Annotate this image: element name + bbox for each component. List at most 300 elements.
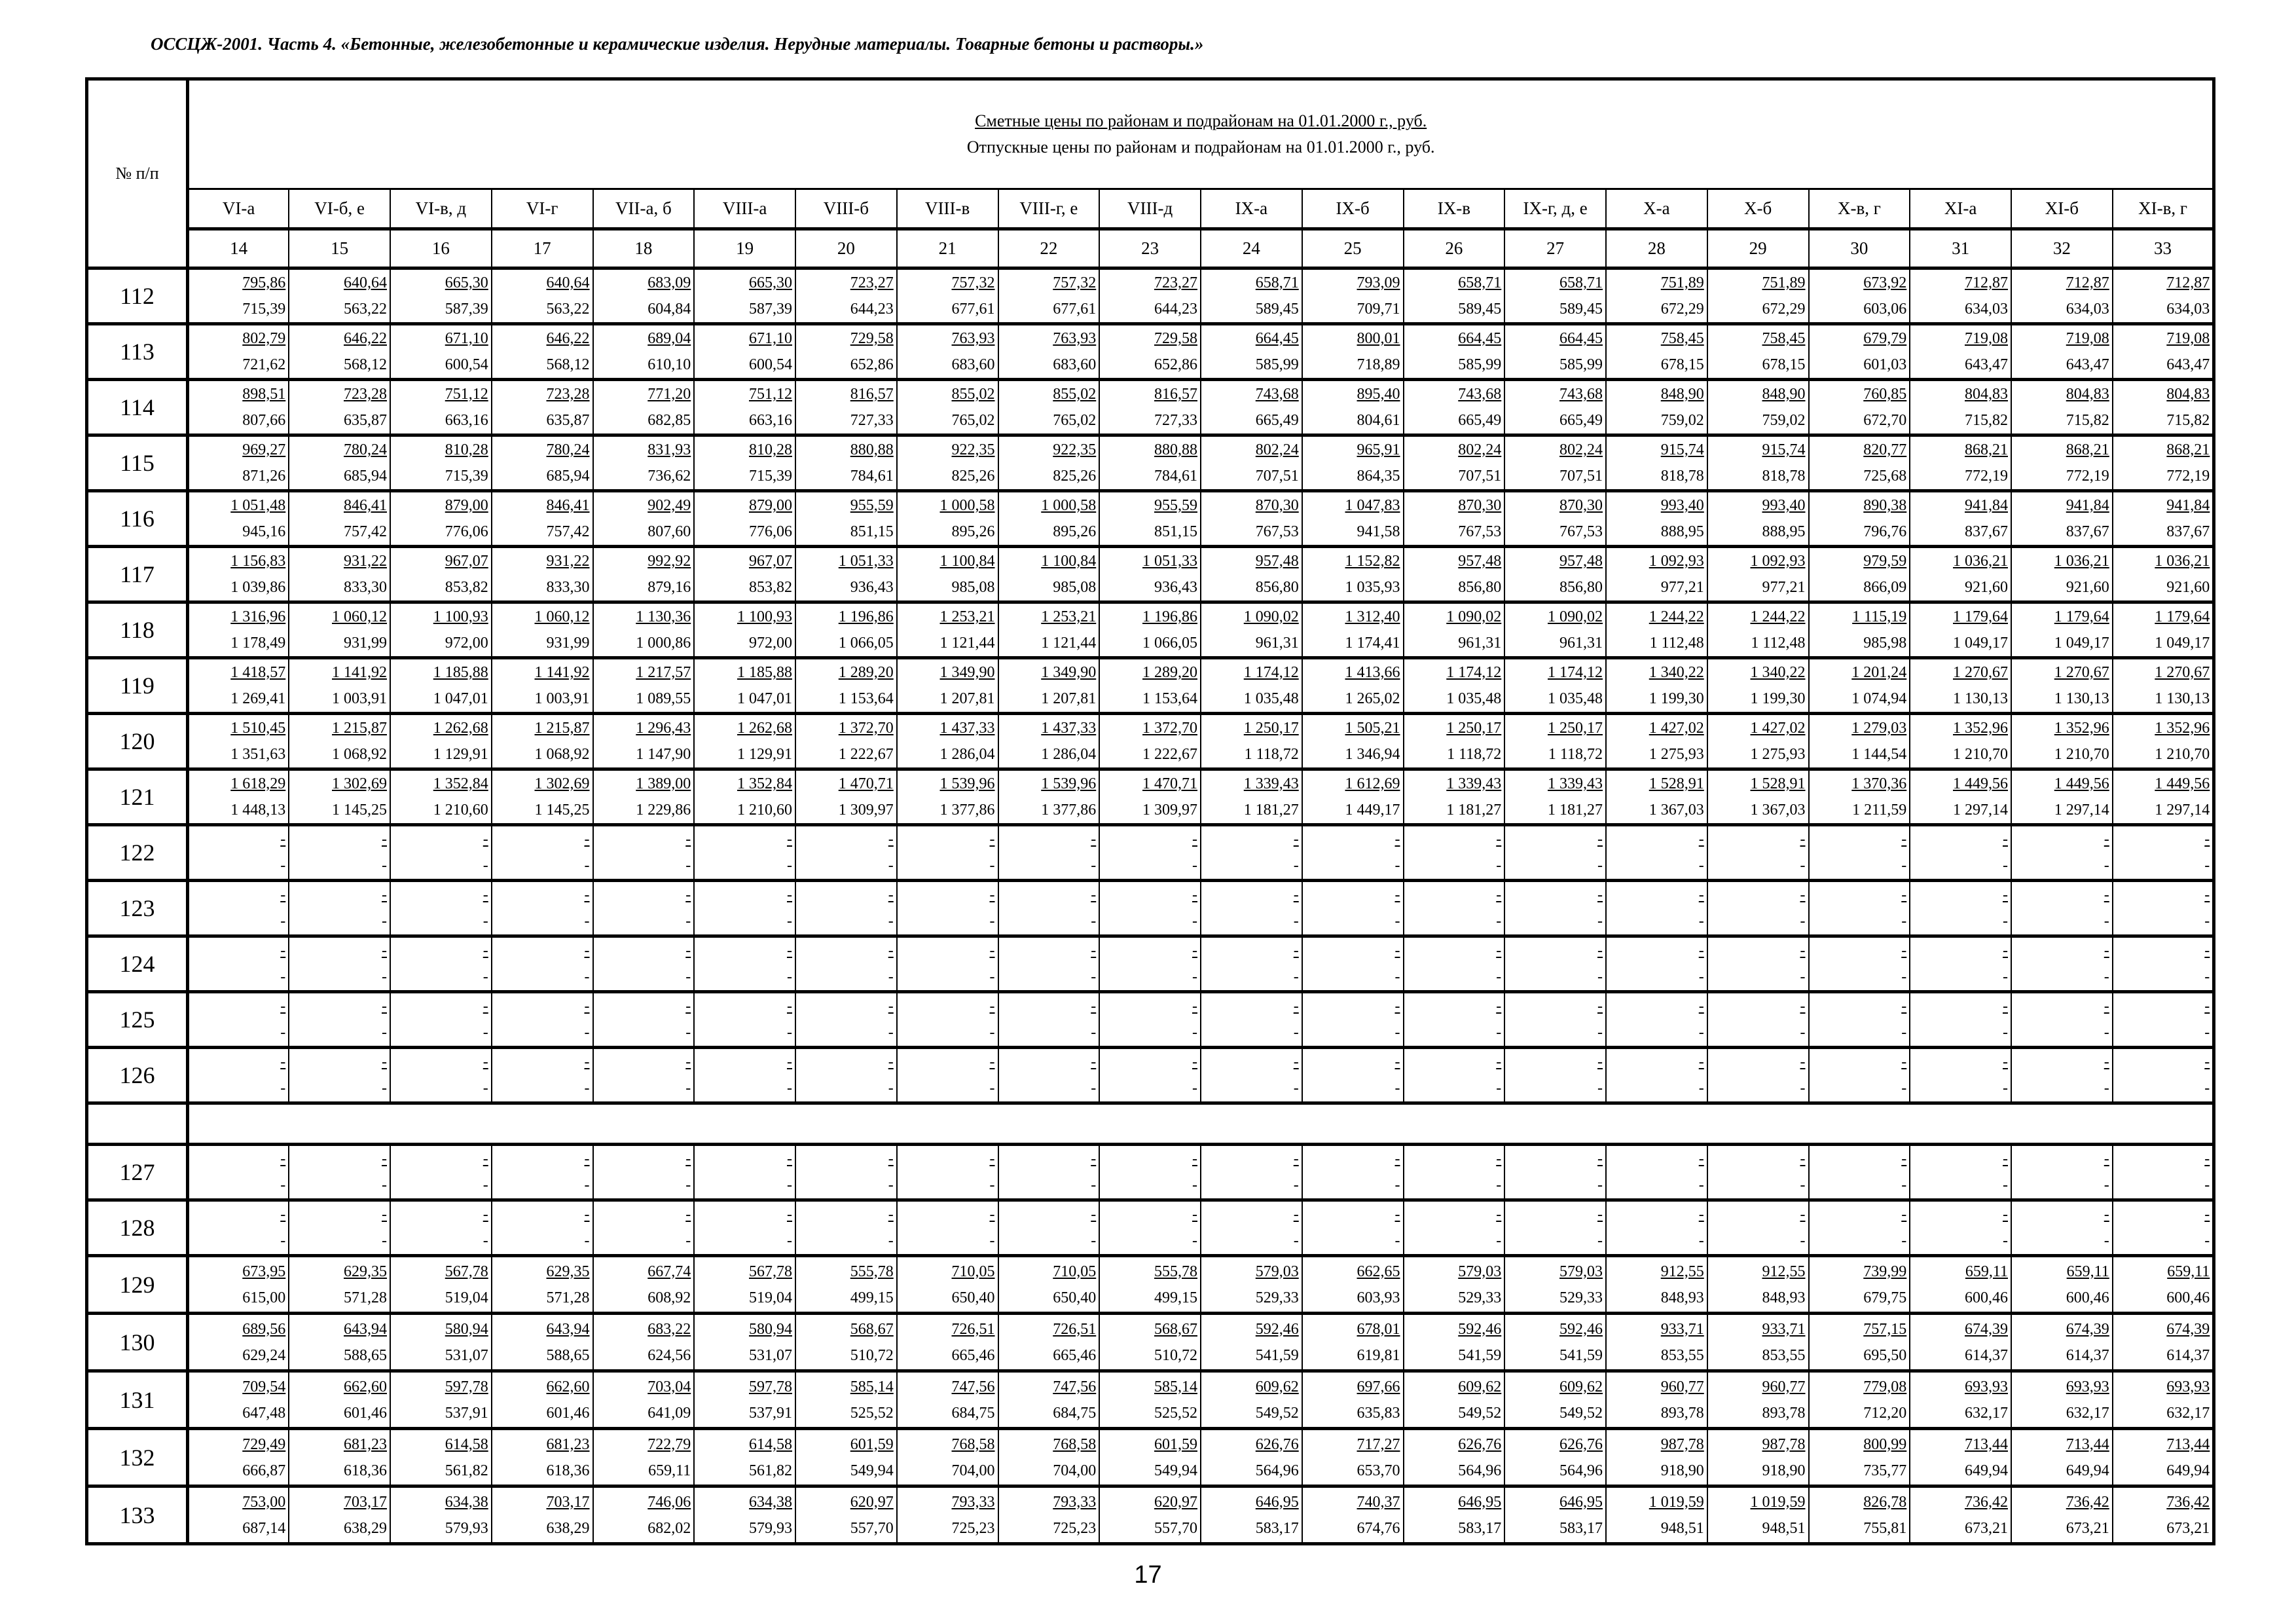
release-price: -	[1192, 1080, 1197, 1097]
estimate-price: 1 115,19	[1852, 608, 1907, 625]
estimate-price: 555,78	[1154, 1263, 1197, 1280]
estimate-price: 1 312,40	[1345, 608, 1400, 625]
estimate-price: -	[2104, 942, 2109, 959]
release-price: 549,52	[1559, 1404, 1603, 1422]
estimate-price: -	[989, 1054, 995, 1071]
table-row	[87, 547, 2214, 602]
price-cell	[998, 1256, 1100, 1314]
price-cell	[2011, 658, 2113, 714]
release-price: -	[1698, 1177, 1704, 1194]
price-cell	[1404, 602, 1505, 658]
release-price: -	[1293, 913, 1299, 930]
release-price: -	[888, 1177, 894, 1194]
release-price: -	[2003, 913, 2008, 930]
release-price: -	[685, 1177, 691, 1194]
release-price: -	[483, 1080, 488, 1097]
estimate-price: 710,05	[951, 1263, 995, 1280]
estimate-price: -	[1394, 998, 1400, 1015]
price-cell	[1404, 491, 1505, 547]
release-price: 972,00	[445, 635, 488, 652]
price-cell	[390, 714, 492, 769]
price-cell	[2011, 881, 2113, 936]
price-cell	[1606, 1256, 1707, 1314]
release-price: 695,50	[1863, 1346, 1907, 1364]
price-cell	[188, 658, 289, 714]
price-cell	[2113, 1256, 2214, 1314]
estimate-price: -	[787, 1151, 792, 1168]
estimate-price: 697,66	[1357, 1378, 1400, 1395]
price-cell	[188, 268, 289, 324]
estimate-price: 1 270,67	[2155, 664, 2210, 681]
price-cell	[998, 1371, 1100, 1429]
estimate-price: -	[483, 1151, 488, 1168]
release-price: 715,39	[749, 468, 792, 485]
price-cell	[998, 769, 1100, 825]
release-price: 977,21	[1762, 579, 1806, 596]
row-number: 118	[87, 602, 188, 658]
price-cell	[1606, 491, 1707, 547]
estimate-price: 662,65	[1357, 1263, 1400, 1280]
price-cell	[492, 1200, 593, 1256]
release-price: 499,15	[1154, 1289, 1197, 1306]
price-cell	[1707, 1200, 1809, 1256]
price-cell	[390, 435, 492, 491]
price-cell	[2011, 1145, 2113, 1200]
price-cell	[1910, 1314, 2011, 1371]
estimate-price: 987,78	[1762, 1435, 1806, 1453]
release-price: 601,03	[1863, 356, 1907, 373]
price-cell	[1404, 1145, 1505, 1200]
release-price: 1 003,91	[332, 690, 387, 707]
release-price: 679,75	[1863, 1289, 1907, 1306]
release-price: 541,59	[1559, 1346, 1603, 1364]
estimate-price: 1 152,82	[1345, 553, 1400, 570]
estimate-price: -	[685, 998, 691, 1015]
price-cell	[897, 1371, 998, 1429]
price-cell	[1707, 268, 1809, 324]
estimate-price: -	[1091, 1151, 1097, 1168]
release-price: -	[787, 1024, 792, 1041]
price-cell	[1910, 491, 2011, 547]
price-cell	[1910, 268, 2011, 324]
estimate-price: 868,21	[1965, 441, 2008, 458]
release-price: 1 178,49	[230, 635, 286, 652]
estimate-price: 1 470,71	[1142, 775, 1197, 792]
price-cell	[1099, 1145, 1201, 1200]
release-price: 635,87	[344, 412, 387, 429]
estimate-price: 1 217,57	[636, 664, 691, 681]
estimate-price: -	[1698, 1054, 1704, 1071]
price-cell	[1910, 1145, 2011, 1200]
table-row	[87, 658, 2214, 714]
estimate-price: -	[584, 942, 590, 959]
release-price: -	[1293, 1177, 1299, 1194]
release-price: -	[888, 1080, 894, 1097]
estimate-price: -	[1901, 942, 1907, 959]
estimate-price: 1 352,84	[433, 775, 488, 792]
release-price: 727,33	[1154, 412, 1197, 429]
price-cell	[289, 714, 390, 769]
estimate-price: 758,45	[1762, 330, 1806, 347]
estimate-price: 736,42	[2066, 1493, 2109, 1511]
price-cell	[897, 1429, 998, 1486]
estimate-price: 1 051,33	[1142, 553, 1197, 570]
release-price: -	[584, 1232, 590, 1249]
estimate-price: 712,87	[1965, 274, 2008, 291]
estimate-price: 1 051,33	[838, 553, 894, 570]
price-cell	[1302, 769, 1404, 825]
release-price: 1 210,70	[1953, 746, 2008, 763]
release-price: 772,19	[2066, 468, 2109, 485]
price-cell	[1404, 714, 1505, 769]
release-price: 1 066,05	[838, 635, 894, 652]
column-number: 22	[998, 229, 1100, 268]
price-cell	[390, 1048, 492, 1103]
release-price: -	[2104, 1177, 2109, 1194]
estimate-price: 723,28	[546, 386, 590, 403]
price-cell	[289, 547, 390, 602]
price-cell	[1606, 268, 1707, 324]
release-price: 721,62	[242, 356, 286, 373]
row-number-header: № п/п	[87, 79, 188, 268]
release-price: 945,16	[242, 523, 286, 540]
price-cell	[795, 769, 897, 825]
release-price: 704,00	[1053, 1462, 1097, 1479]
estimate-price: -	[1091, 887, 1097, 904]
release-price: 644,23	[850, 301, 894, 318]
estimate-price: -	[1192, 831, 1197, 848]
release-price: 529,33	[1559, 1289, 1603, 1306]
estimate-price: -	[1394, 1054, 1400, 1071]
price-cell	[1201, 1048, 1302, 1103]
estimate-price: 703,04	[647, 1378, 691, 1395]
price-cell	[795, 1371, 897, 1429]
release-price: -	[1597, 1177, 1603, 1194]
estimate-price: 915,74	[1660, 441, 1704, 458]
estimate-price: -	[1496, 1054, 1502, 1071]
release-price: -	[1698, 1232, 1704, 1249]
price-cell	[593, 936, 695, 992]
price-cell	[1504, 658, 1606, 714]
release-price: 921,60	[2066, 579, 2109, 596]
price-cell	[289, 602, 390, 658]
release-price: -	[2104, 913, 2109, 930]
price-cell	[1606, 1314, 1707, 1371]
estimate-price: 960,77	[1660, 1378, 1704, 1395]
estimate-price: 1 100,93	[737, 608, 792, 625]
price-cell	[1302, 1048, 1404, 1103]
price-cell	[1606, 435, 1707, 491]
release-price: -	[2104, 969, 2109, 986]
price-cell	[1809, 1145, 1910, 1200]
price-cell	[289, 380, 390, 435]
table-row	[87, 1145, 2214, 1200]
release-price: -	[989, 1177, 995, 1194]
table-row	[87, 1371, 2214, 1429]
release-price: 856,80	[1458, 579, 1502, 596]
price-cell	[188, 1314, 289, 1371]
estimate-price: 664,45	[1559, 330, 1603, 347]
estimate-price: 673,95	[242, 1263, 286, 1280]
price-cell	[492, 435, 593, 491]
estimate-price: 678,01	[1357, 1320, 1400, 1338]
price-cell	[1099, 658, 1201, 714]
release-price: -	[2104, 1024, 2109, 1041]
release-price: -	[1597, 1232, 1603, 1249]
price-cell	[998, 825, 1100, 881]
price-cell	[188, 1145, 289, 1200]
estimate-price: 1 262,68	[737, 720, 792, 737]
release-price: 1 047,01	[433, 690, 488, 707]
release-price: 1 130,13	[2054, 690, 2109, 707]
table-row	[87, 1429, 2214, 1486]
estimate-price: 658,71	[1458, 274, 1502, 291]
release-price: -	[483, 1177, 488, 1194]
price-cell	[1302, 1314, 1404, 1371]
price-cell	[1099, 1314, 1201, 1371]
estimate-price: 757,15	[1863, 1320, 1907, 1338]
price-cell	[289, 268, 390, 324]
estimate-price: -	[382, 1054, 387, 1071]
release-price: -	[1597, 857, 1603, 874]
release-price: 549,94	[850, 1462, 894, 1479]
release-price: -	[382, 913, 387, 930]
column-header: VII-а, б	[593, 189, 695, 229]
price-cell	[492, 602, 593, 658]
price-cell	[1404, 1429, 1505, 1486]
estimate-price: 895,40	[1357, 386, 1400, 403]
release-price: 650,40	[1053, 1289, 1097, 1306]
release-price: 1 112,48	[1751, 635, 1806, 652]
estimate-price: -	[2204, 998, 2210, 1015]
price-cell	[2011, 435, 2113, 491]
release-price: 1 210,60	[737, 802, 792, 819]
price-cell	[2011, 825, 2113, 881]
price-cell	[1707, 881, 1809, 936]
price-cell	[998, 324, 1100, 380]
estimate-price: 659,11	[1965, 1263, 2008, 1280]
price-cell	[694, 658, 795, 714]
estimate-price: -	[888, 1151, 894, 1168]
release-price: 519,04	[749, 1289, 792, 1306]
release-price: 1 346,94	[1345, 746, 1400, 763]
release-price: -	[280, 1024, 286, 1041]
estimate-price: 965,91	[1357, 441, 1400, 458]
release-price: 776,06	[445, 523, 488, 540]
price-cell	[1302, 547, 1404, 602]
column-number: 31	[1910, 229, 2011, 268]
price-cell	[1504, 825, 1606, 881]
release-price: -	[2003, 969, 2008, 986]
price-cell	[1302, 992, 1404, 1048]
estimate-price: -	[787, 942, 792, 959]
price-cell	[897, 936, 998, 992]
estimate-price: 1 060,12	[332, 608, 387, 625]
price-cell	[1809, 435, 1910, 491]
price-cell	[2011, 992, 2113, 1048]
release-price: 1 174,41	[1345, 635, 1400, 652]
price-cell	[390, 602, 492, 658]
estimate-price: -	[787, 1054, 792, 1071]
release-price: 600,46	[2166, 1289, 2210, 1306]
release-price: 614,37	[2066, 1346, 2109, 1364]
column-number: 33	[2113, 229, 2214, 268]
estimate-price: 880,88	[1154, 441, 1197, 458]
estimate-price: 1 352,96	[2054, 720, 2109, 737]
estimate-price: 1 437,33	[939, 720, 995, 737]
estimate-price: 804,83	[2166, 386, 2210, 403]
estimate-price: 693,93	[1965, 1378, 2008, 1395]
price-cell	[390, 547, 492, 602]
estimate-price: 1 201,24	[1851, 664, 1907, 681]
price-cell	[492, 658, 593, 714]
release-price: 608,92	[647, 1289, 691, 1306]
price-cell	[795, 658, 897, 714]
price-cell	[1404, 1314, 1505, 1371]
estimate-price: 810,28	[749, 441, 792, 458]
price-cell	[390, 658, 492, 714]
row-number: 115	[87, 435, 188, 491]
price-cell	[694, 435, 795, 491]
estimate-price: 592,46	[1559, 1320, 1603, 1338]
release-price: -	[584, 1080, 590, 1097]
price-cell	[492, 881, 593, 936]
release-price: -	[1901, 1024, 1907, 1041]
row-number: 112	[87, 268, 188, 324]
release-price: 1 129,91	[433, 746, 488, 763]
estimate-price: 1 449,56	[1953, 775, 2008, 792]
estimate-price: 713,44	[1965, 1435, 2008, 1453]
price-cell	[1606, 1486, 1707, 1544]
price-cell	[998, 380, 1100, 435]
release-price: -	[483, 913, 488, 930]
price-cell	[1201, 881, 1302, 936]
estimate-price: -	[1293, 831, 1299, 848]
price-cell	[2011, 936, 2113, 992]
estimate-price: 1 244,22	[1750, 608, 1806, 625]
release-price: 853,82	[749, 579, 792, 596]
price-cell	[694, 1371, 795, 1429]
estimate-price: 763,93	[1053, 330, 1097, 347]
price-cell	[1302, 658, 1404, 714]
estimate-price: -	[1496, 1151, 1502, 1168]
price-cell	[795, 1429, 897, 1486]
estimate-price: 1 427,02	[1649, 720, 1704, 737]
release-price: 632,17	[1965, 1404, 2008, 1422]
page-number: 17	[1134, 1561, 1162, 1589]
price-cell	[1302, 881, 1404, 936]
estimate-price: -	[584, 887, 590, 904]
price-cell	[998, 1048, 1100, 1103]
price-cell	[1606, 1145, 1707, 1200]
release-price: 784,61	[1154, 468, 1197, 485]
table-row	[87, 324, 2214, 380]
estimate-price: 634,38	[445, 1493, 488, 1511]
price-cell	[1707, 324, 1809, 380]
price-cell	[2011, 714, 2113, 769]
price-cell	[897, 1145, 998, 1200]
release-price: -	[584, 969, 590, 986]
release-price: -	[2204, 1232, 2210, 1249]
release-price: 961,31	[1559, 635, 1603, 652]
estimate-price: -	[280, 942, 286, 959]
price-cell	[2113, 547, 2214, 602]
price-cell	[897, 658, 998, 714]
estimate-price: -	[1901, 831, 1907, 848]
release-price: -	[2003, 1080, 2008, 1097]
estimate-price: 922,35	[1053, 441, 1097, 458]
estimate-price: 626,76	[1458, 1435, 1502, 1453]
estimate-price: 747,56	[951, 1378, 995, 1395]
release-price: -	[1394, 1024, 1400, 1041]
estimate-price: 1 100,84	[939, 553, 995, 570]
price-cell	[1910, 1256, 2011, 1314]
estimate-price: -	[1800, 942, 1806, 959]
estimate-price: 1 060,12	[534, 608, 590, 625]
estimate-price: -	[1394, 887, 1400, 904]
row-number: 128	[87, 1200, 188, 1256]
price-cell	[1404, 769, 1505, 825]
estimate-price: 957,48	[1559, 553, 1603, 570]
price-cell	[492, 1256, 593, 1314]
release-price: 585,99	[1255, 356, 1299, 373]
price-cell	[390, 380, 492, 435]
release-price: -	[1597, 913, 1603, 930]
release-price: 1 211,59	[1852, 802, 1907, 819]
price-cell	[1302, 825, 1404, 881]
estimate-price: 1 470,71	[838, 775, 894, 792]
release-price: 683,60	[1053, 356, 1097, 373]
release-price: 564,96	[1559, 1462, 1603, 1479]
estimate-price: 768,58	[951, 1435, 995, 1453]
estimate-price: 967,07	[749, 553, 792, 570]
release-price: 652,86	[850, 356, 894, 373]
price-cell	[897, 380, 998, 435]
release-price: -	[1698, 1080, 1704, 1097]
release-price: 1 367,03	[1649, 802, 1704, 819]
release-price: 1 118,72	[1447, 746, 1502, 763]
price-cell	[1099, 992, 1201, 1048]
price-cell	[694, 1145, 795, 1200]
price-cell	[2011, 1486, 2113, 1544]
release-price: -	[280, 857, 286, 874]
release-price: 644,23	[1154, 301, 1197, 318]
price-cell	[1504, 881, 1606, 936]
price-cell	[1201, 435, 1302, 491]
estimate-price: 646,22	[546, 330, 590, 347]
estimate-price: -	[483, 1206, 488, 1223]
price-cell	[1910, 435, 2011, 491]
release-price: -	[483, 1232, 488, 1249]
release-price: 1 309,97	[838, 802, 894, 819]
release-price: -	[2104, 1232, 2109, 1249]
price-cell	[998, 1486, 1100, 1544]
estimate-price: 780,24	[344, 441, 387, 458]
price-cell	[795, 714, 897, 769]
release-price: 635,87	[546, 412, 590, 429]
price-cell	[897, 1256, 998, 1314]
estimate-price: 597,78	[749, 1378, 792, 1395]
release-price: -	[787, 913, 792, 930]
release-price: 709,71	[1357, 301, 1400, 318]
release-price: 1 049,17	[2054, 635, 2109, 652]
estimate-price: 713,44	[2166, 1435, 2210, 1453]
price-cell	[998, 435, 1100, 491]
release-price: -	[1192, 1177, 1197, 1194]
price-cell	[694, 714, 795, 769]
release-price: 866,09	[1863, 579, 1907, 596]
estimate-price: -	[1394, 1206, 1400, 1223]
